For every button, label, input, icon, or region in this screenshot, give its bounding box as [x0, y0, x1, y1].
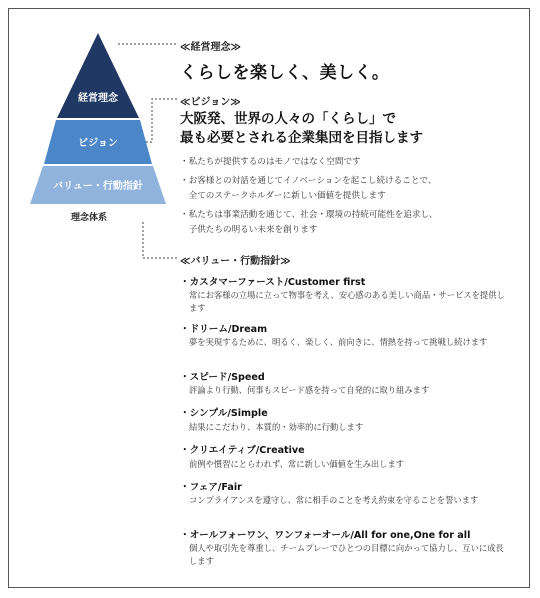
value-desc-creative: 前例や慣習にとらわれず、常に新しい価値を生み出します	[189, 459, 405, 469]
philosophy-statement: くらしを楽しく、美しく。	[180, 63, 390, 83]
connector-values	[143, 222, 178, 258]
vision-line-2: 最も必要とされる企業集団を目指します	[180, 130, 423, 146]
value-title-fair: ・フェア/Fair	[180, 482, 242, 493]
philosophy-heading: ≪経営理念≫	[180, 42, 241, 53]
vision-bullet: 子供たちの明るい未来を創ります	[180, 225, 318, 235]
value-title-speed: ・スピード/Speed	[180, 372, 265, 383]
value-title-dream: ・ドリーム/Dream	[180, 324, 268, 335]
value-title-customer-first: ・カスタマーファースト/Customer first	[180, 277, 366, 288]
vision-bullet: 全てのステークホルダーに新しい価値を提供します	[180, 191, 386, 201]
value-desc-fair: コンプライアンスを遵守し、常に相手のことを考え約束を守ることを誓います	[189, 495, 479, 505]
value-desc-dream: 夢を実現するために、明るく、楽しく、前向きに、情熱を持って挑戦し続けます	[189, 337, 488, 347]
vision-heading: ≪ビジョン≫	[180, 97, 241, 108]
value-title-simple: ・シンプル/Simple	[180, 408, 268, 419]
vision-line-1: 大阪発、世界の人々の「くらし」で	[180, 111, 396, 127]
vision-bullet: ・私たちが提供するのはモノではなく空間です	[180, 157, 361, 167]
value-title-creative: ・クリエイティブ/Creative	[180, 445, 305, 456]
pyramid-caption: 理念体系	[71, 213, 108, 223]
vision-bullet: ・私たちは事業活動を通じて、社会・環境の持続可能性を追求し、	[180, 210, 438, 220]
pyramid-label-vision: ビジョン	[78, 138, 118, 149]
value-desc-speed: 評論より行動、何事もスピード感を持って自発的に取り組みます	[189, 385, 430, 395]
value-desc-simple: 結果にこだわり、本質的・効率的に行動します	[189, 422, 364, 432]
connector-vision	[146, 99, 178, 142]
values-heading: ≪バリュー・行動指針≫	[180, 256, 291, 267]
value-title-all-for-one: ・オールフォーワン、ワンフォーオール/All for one,One for all	[180, 530, 471, 541]
value-desc-customer-first: 常にお客様の立場に立って物事を考え、安心感のある美しい商品・サービスを提供します	[189, 290, 505, 313]
pyramid-label-values: バリュー・行動指針	[53, 181, 143, 192]
pyramid-tier-philosophy	[57, 33, 139, 118]
value-desc-all-for-one: 個人や取引先を尊重し、チームプレーでひとつの目標に向かって協力し、互いに成長します	[189, 543, 504, 566]
pyramid-label-philosophy: 経営理念	[78, 93, 118, 104]
vision-bullet: ・お客様との対話を通じてイノベーションを起こし続けることで、	[180, 176, 437, 186]
